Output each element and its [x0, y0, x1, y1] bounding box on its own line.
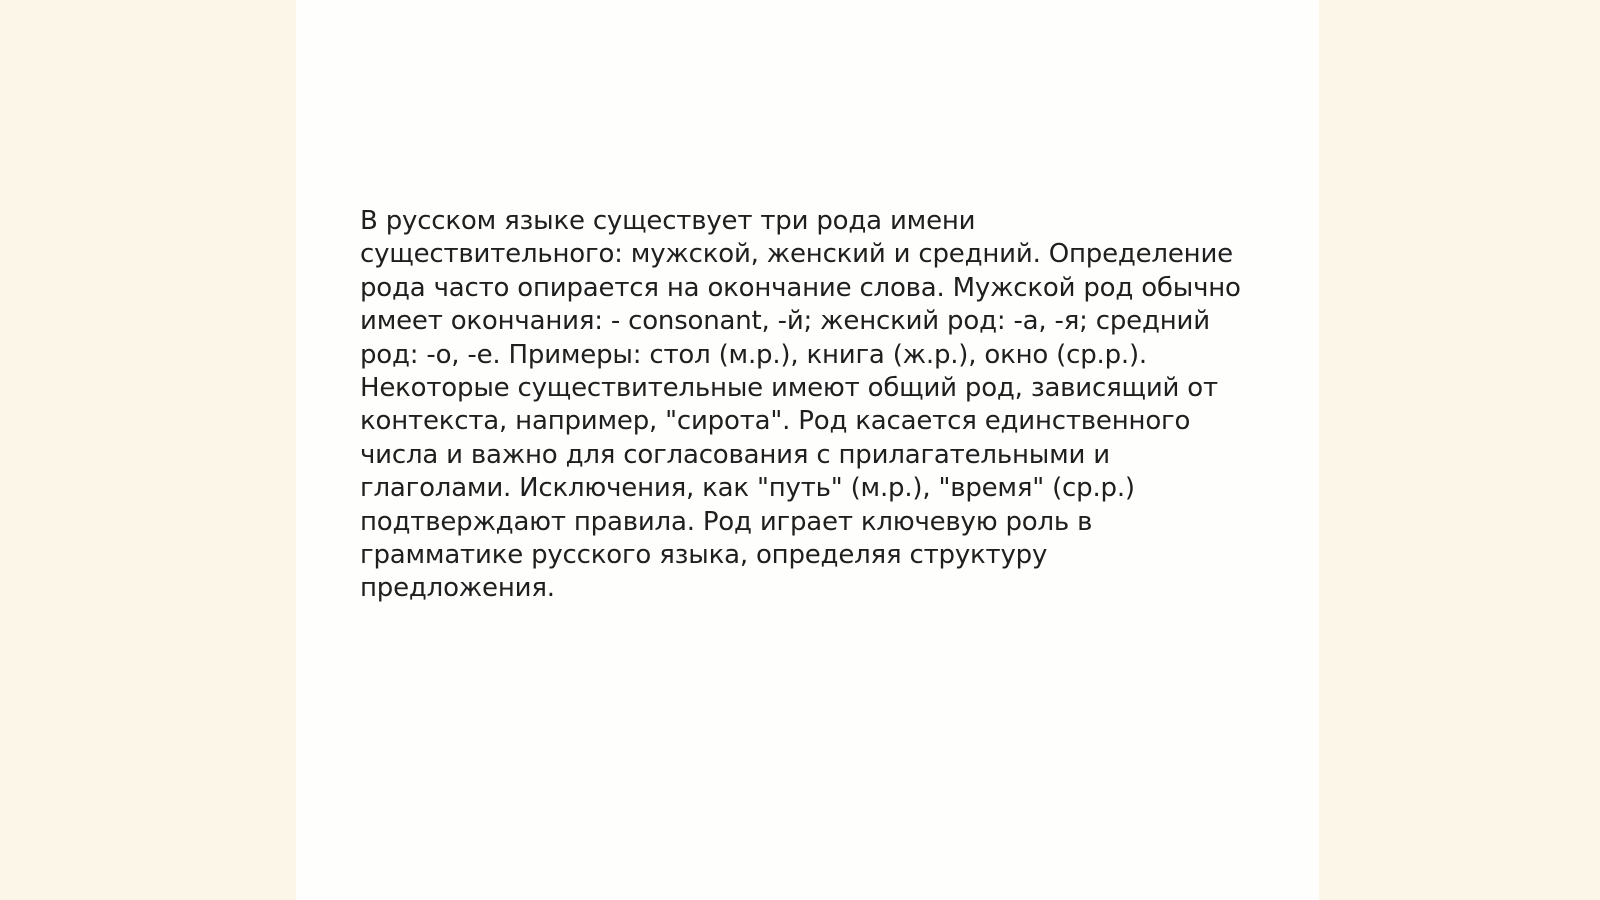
left-margin-panel [0, 0, 296, 900]
right-margin-panel [1319, 0, 1600, 900]
document-page [296, 0, 1319, 900]
body-paragraph: В русском языке существует три рода имени существительного: мужской, женский и средний. Определение рода часто опирается на окончание слова. Мужской род обычно имеет окончания: - consonant, -й; женский род: -а, -я; средний род: -о, -е. Примеры: стол (м.р.), книга (ж.р.), окно (ср.р.). Некоторые существительные имеют общий род, зависящий от контекста, например, "сирота". Род касается единственного числа и важно для согласования с прилагательными и глаголами. Исключения, как "путь" (м.р.), "время" (ср.р.) подтверждают правила. Род играет ключевую роль в грамматике русского языка, определяя структуру предложения. [360, 206, 1241, 604]
